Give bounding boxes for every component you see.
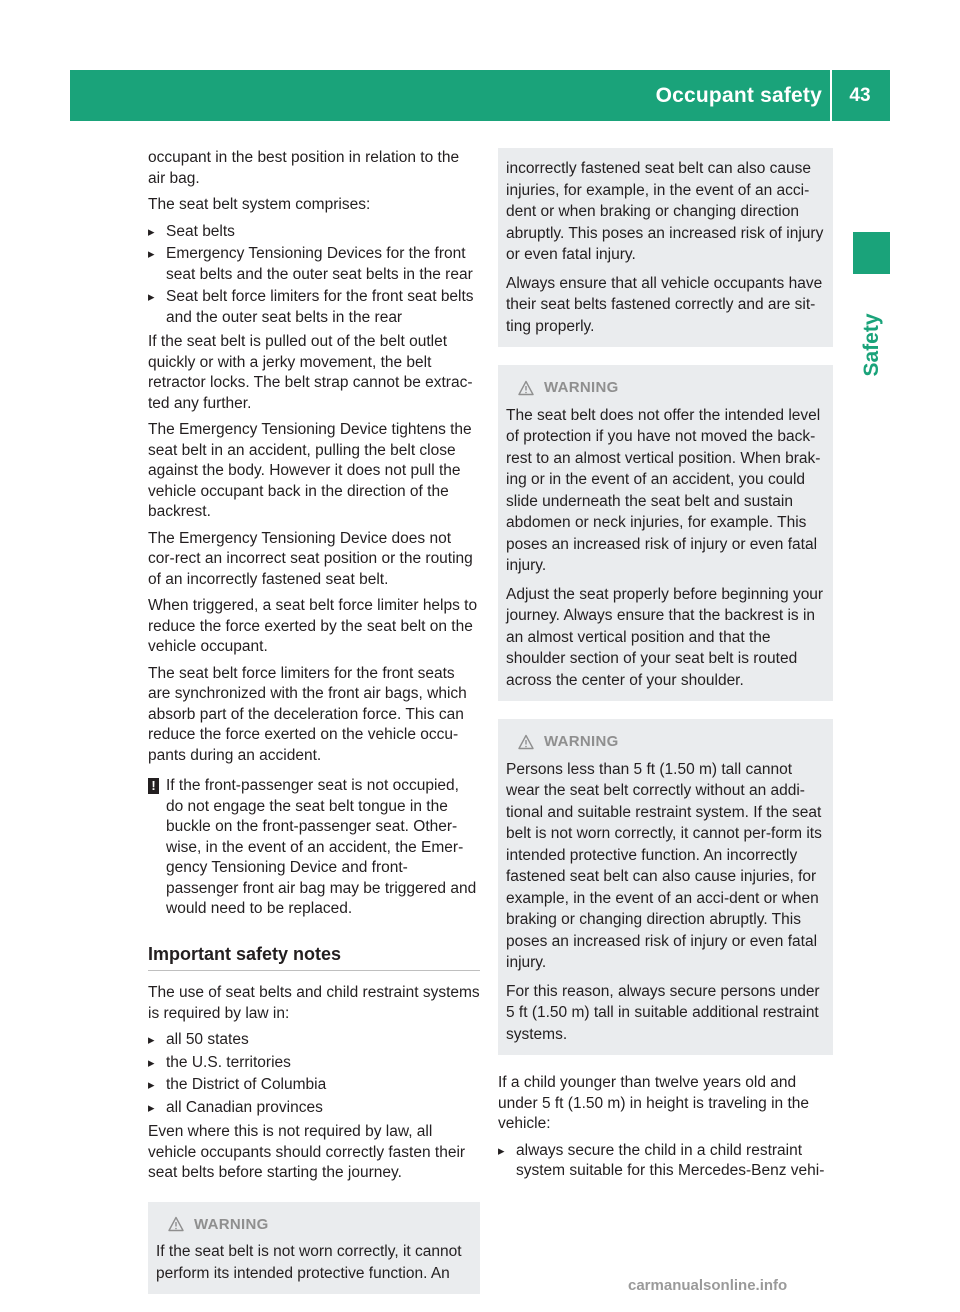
left-column xyxy=(148,148,480,1312)
right-column xyxy=(498,148,833,1186)
child-list xyxy=(498,1141,833,1182)
law-list xyxy=(148,1030,480,1118)
force-limiter-paragraph: When triggered, a seat belt force limiter helps to reduce the force exerted by the seat belt on the vehicle occupant. xyxy=(148,597,478,655)
list-item: ▸ all 50 states xyxy=(148,1030,480,1051)
warning-text: The seat belt does not offer the intended level of protection if you have not moved the back-rest to an almost vertical position. When brak-ing or in the event of an accident, you could slide underneath the seat belt and sustain abdomen or neck injuries, for example. This poses an increased risk of injury or even fatal injury. xyxy=(506,406,821,574)
warning-text: Adjust the seat properly before beginning your journey. Always ensure that the backrest is in an almost vertical position and that the shoulder section of your seat belt is routed across the center of your shoulder. xyxy=(506,585,824,689)
child-paragraph: If a child younger than twelve years old and under 5 ft (1.50 m) in height is traveling in the vehicle: xyxy=(498,1074,810,1132)
list-item: ▸ Seat belt force limiters for the front seat belts and the outer seat belts in the rear xyxy=(148,287,480,328)
retractor-paragraph: If the seat belt is pulled out of the belt outlet quickly or with a jerky movement, the belt retractor locks. The belt strap cannot be extrac-ted any further. xyxy=(148,333,473,412)
list-item: ▸ Emergency Tensioning Devices for the front seat belts and the outer seat belts in the rear xyxy=(148,244,480,285)
page-header xyxy=(70,70,890,121)
system-intro: The seat belt system comprises: xyxy=(148,196,371,213)
warning-box xyxy=(498,365,833,701)
warning-box xyxy=(148,1202,480,1295)
warning-label: WARNING xyxy=(544,733,619,750)
warning-text: incorrectly fastened seat belt can also cause injuries, for example, in the event of an acci-dent or when braking or changing direction abruptly. This poses an increased risk of injury or even fatal injury. xyxy=(506,160,824,263)
warning-triangle-icon xyxy=(168,1216,184,1232)
header-divider xyxy=(830,70,832,121)
warning-header xyxy=(506,377,825,399)
warning-header xyxy=(506,731,825,753)
chapter-title: Occupant safety xyxy=(655,84,822,107)
warning-triangle-icon xyxy=(518,380,534,396)
intro-paragraph: occupant in the best position in relation to the air bag. xyxy=(148,149,460,187)
warning-text: If the seat belt is not worn correctly, it cannot perform its intended protective function. An xyxy=(156,1243,462,1282)
warning-label: WARNING xyxy=(194,1215,269,1233)
list-item: ▸ the District of Columbia xyxy=(148,1075,480,1096)
warning-triangle-icon xyxy=(518,734,534,750)
list-item: ▸ the U.S. territories xyxy=(148,1053,480,1074)
note-text: If the front-passenger seat is not occupied, do not engage the seat belt tongue in the buckle on the front-passenger seat. Other-wise, in the event of an accident, the Emer-gency Tensioning Device and front-passenger front air bag may be triggered and would need to be replaced. xyxy=(166,777,477,917)
warning-text: Persons less than 5 ft (1.50 m) tall cannot wear the seat belt correctly without an addi-tional and suitable restraint system. If the seat belt is not worn correctly, it cannot per-form its intended protective function. An incorrectly fastened seat belt can also cause injuries, for example, in the event of an acci-dent or when braking or changing direction abruptly. This poses an increased risk of injury or even fatal injury. xyxy=(506,760,822,971)
list-item: ▸ Seat belts xyxy=(148,222,480,243)
warning-header xyxy=(156,1214,472,1236)
page-number: 43 xyxy=(849,85,871,106)
section-side-label-text: Safety xyxy=(860,313,883,377)
section-tab-marker xyxy=(853,232,890,274)
section-heading: Important safety notes xyxy=(148,944,480,972)
list-item: ▸ always secure the child in a child restraint system suitable for this Mercedes-Benz vehi- xyxy=(498,1141,833,1182)
etd-paragraph: The Emergency Tensioning Device tightens the seat belt in an accident, pulling the belt close against the body. However it does not pull the vehicle occupant back in the direction of the backrest. xyxy=(148,421,472,520)
law-paragraph: The use of seat belts and child restraint systems is required by law in: xyxy=(148,984,480,1022)
warning-box-continued xyxy=(498,148,833,347)
watermark: carmanualsonline.info xyxy=(628,1277,788,1294)
section-side-label xyxy=(846,290,898,400)
exclamation-icon: ! xyxy=(148,778,159,794)
system-list xyxy=(148,222,480,329)
warning-box xyxy=(498,719,833,1055)
etd-limit-paragraph: The Emergency Tensioning Device does not cor-rect an incorrect seat position or the routing of an incorrectly fastened seat belt. xyxy=(148,529,473,588)
warning-label: WARNING xyxy=(544,379,619,396)
warning-text: Always ensure that all vehicle occupants have their seat belts fastened correctly and are sit-ting properly. xyxy=(506,274,823,335)
warning-text: For this reason, always secure persons under 5 ft (1.50 m) tall in suitable additional restraint systems. xyxy=(506,982,820,1043)
sync-paragraph: The seat belt force limiters for the front seats are synchronized with the front air bags, which absorb part of the deceleration force. This can reduce the force exerted on the vehicle occu-pants during an accident. xyxy=(148,664,467,764)
even-paragraph: Even where this is not required by law, all vehicle occupants should correctly fasten their seat belts before starting the journey. xyxy=(148,1123,466,1181)
list-item: ▸ all Canadian provinces xyxy=(148,1098,480,1119)
note-block xyxy=(148,776,480,920)
